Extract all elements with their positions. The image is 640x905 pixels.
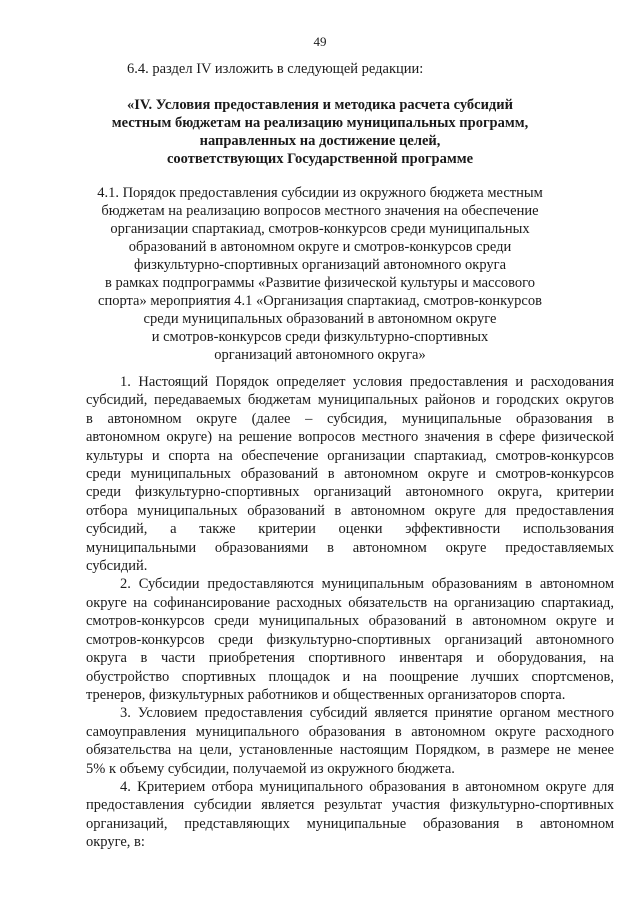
- text-line: округа в части приобретения спортивного инвентаря и оборудования, на: [86, 650, 614, 667]
- text-line: субсидий.: [86, 558, 148, 575]
- text-line: отбора муниципальных образований в автономном округе для предоставления: [86, 502, 614, 519]
- text-line: 4. Критерием отбора муниципального образования в автономном округе для: [120, 778, 614, 795]
- text-line: организаций, представляющих муниципальные образования в автономном: [86, 815, 614, 832]
- text-line: 3. Условием предоставления субсидий является принятие органом местного: [120, 705, 614, 722]
- subsection-title-line: организации спартакиад, смотров-конкурсов среди муниципальных: [110, 221, 530, 237]
- subsection-title-line: организаций автономного округа»: [214, 347, 426, 363]
- text-line: среди муниципальных образований в автономном округе и смотров-конкурсов: [86, 466, 614, 483]
- subsection-title-line: физкультурно-спортивных организаций автономного округа: [133, 257, 507, 273]
- subsection-title-line: в рамках подпрограммы «Развитие физической культуры и массового: [104, 275, 535, 291]
- text-line: 2. Субсидии предоставляются муниципальным образованиям в автономном: [120, 576, 614, 593]
- subsection-title-line: бюджетам на реализацию вопросов местного значения на обеспечение: [101, 203, 539, 219]
- text-line: субсидий, а также критерии оценки эффективности использования: [86, 521, 614, 538]
- section-heading: [90, 96, 550, 168]
- paragraph-4: [86, 778, 614, 852]
- text-line: самоуправления муниципального образования в автономном округе расходного: [86, 723, 614, 740]
- text-line: среди физкультурно-спортивных организаций автономного округа, критерии: [86, 484, 614, 501]
- text-line: округе на софинансирование расходных обязательств на организацию спартакиад,: [86, 594, 614, 611]
- subsection-title-line: образований в автономном округе и смотров-конкурсов среди: [128, 239, 512, 255]
- section-heading-line: соответствующих Государственной программе: [166, 151, 474, 167]
- text-line: предоставления субсидии является результат участия физкультурно-спортивных: [86, 797, 614, 814]
- text-line: смотров-конкурсов среди муниципальных образований в автономном округе и: [86, 613, 614, 630]
- text-line: тренеров, физкультурных работников и общественных организаторов спорта.: [86, 686, 566, 703]
- paragraph-2: [86, 575, 614, 704]
- text-line: в автономном округе (далее – субсидия, муниципальные образования в: [86, 410, 614, 427]
- text-line: смотров-конкурсов среди физкультурно-спортивных организаций автономного: [86, 631, 614, 648]
- page-number: 49: [313, 34, 327, 49]
- section-heading-line: «IV. Условия предоставления и методика расчета субсидий: [127, 97, 513, 113]
- text-line: округе, в:: [86, 834, 145, 851]
- body-text: [86, 373, 614, 852]
- text-line: субсидий, передаваемых бюджетам муниципальных районов и городских округов: [86, 392, 614, 409]
- text-line: муниципальными образованиями в автономном округе предоставляемых: [86, 539, 614, 556]
- section-heading-line: направленных на достижение целей,: [199, 133, 441, 149]
- subsection-title-line: среди муниципальных образований в автономном округе: [143, 311, 497, 327]
- paragraph-3: [86, 704, 614, 778]
- section-heading-line: местным бюджетам на реализацию муниципальных программ,: [111, 115, 529, 131]
- subsection-title-line: и смотров-конкурсов среди физкультурно-спортивных: [151, 329, 489, 345]
- text-line: автономном округе) на решение вопросов местного значения в сфере физической: [86, 429, 614, 446]
- text-line: 5% к объему субсидии, получаемой из окружного бюджета.: [86, 760, 455, 777]
- text-line: обустройство спортивных площадок и на поощрение лучших спортсменов,: [86, 668, 614, 685]
- text-line: культуры и спорта на обеспечение организации спартакиад, смотров-конкурсов: [86, 447, 614, 464]
- text-line: 1. Настоящий Порядок определяет условия предоставления и расходования: [120, 374, 614, 390]
- subsection-title-line: 4.1. Порядок предоставления субсидии из окружного бюджета местным: [97, 185, 543, 201]
- text-line: обязательства на цели, установленные настоящим Порядком, в размере не менее: [86, 742, 614, 759]
- subsection-title: [90, 184, 550, 364]
- amendment-intro: 6.4. раздел IV изложить в следующей редакции:: [127, 61, 424, 77]
- paragraph-1: [86, 373, 614, 575]
- subsection-title-line: спорта» мероприятия 4.1 «Организация спартакиад, смотров-конкурсов: [98, 293, 542, 309]
